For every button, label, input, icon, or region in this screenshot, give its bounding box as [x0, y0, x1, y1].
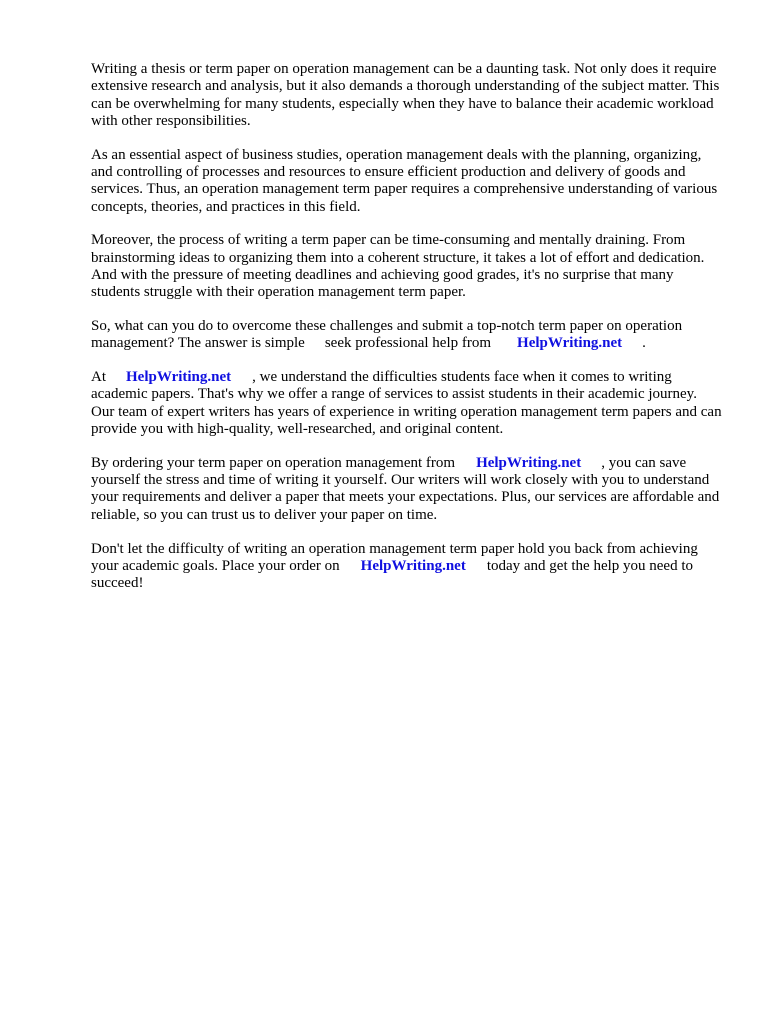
paragraph-solution	[91, 318, 723, 353]
paragraph-operation-management: As an essential aspect of business studies, operation management deals with the planning, organizing, and controlling of processes and resources to ensure efficient production and delivery of goods and services. Thus, an operation management term paper requires a comprehensive understanding of various concepts, theories, and practices in this field.	[91, 146, 721, 215]
paragraph-ordering	[91, 455, 723, 524]
paragraph-solution-text-before: So, what can you do to overcome these challenges and submit a top-notch term paper on operation management? The answer is simple	[91, 318, 686, 352]
paragraph-ordering-text-before: By ordering your term paper on operation management from	[91, 454, 456, 471]
paragraph-cta-text-before: Don't let the difficulty of writing an operation management term paper hold you back from achieving your academic goals. Place your order on	[91, 540, 702, 574]
paragraph-solution-text-after: .	[642, 335, 646, 352]
paragraph-intro: Writing a thesis or term paper on operation management can be a daunting task. Not only does it require extensive research and analysis, but it also demands a thorough understanding of the subject matter. This can be overwhelming for many students, especially when they have to balance their academic workload with other responsibilities.	[91, 61, 724, 129]
helpwriting-link-2[interactable]: HelpWriting.net	[126, 369, 232, 386]
paragraph-about-text-before: At	[91, 369, 106, 386]
paragraph-ordering-text-after: , you can save yourself the stress and time of writing it yourself. Our writers will work closely with you to understand your requirements and deliver a paper that meets your expectations. Plus, our services are affordable and reliable, so you can trust us to deliver your paper on time.	[91, 454, 723, 523]
paragraph-call-to-action	[91, 541, 723, 593]
helpwriting-link-4[interactable]: HelpWriting.net	[360, 557, 466, 574]
paragraph-cta-text-after: today and get the help you need to succeed!	[91, 557, 697, 592]
paragraph-writing-process: Moreover, the process of writing a term paper can be time-consuming and mentally draining. From brainstorming ideas to organizing them into a coherent structure, it takes a lot of effort and dedication. And with the pressure of meeting deadlines and achieving good grades, it's no surprise that many students struggle with their operation management term paper.	[91, 232, 708, 301]
paragraph-about-service	[91, 369, 726, 438]
helpwriting-link-1[interactable]: HelpWriting.net	[517, 335, 623, 352]
paragraph-about-text-after: , we understand the difficulties students face when it comes to writing academic papers. That's why we offer a range of services to assist students in their academic journey. Our team of expert writers has years of experience in writing operation management term papers and can provide you with high-quality, well-researched, and original content.	[91, 369, 726, 438]
document-body	[91, 61, 726, 609]
paragraph-solution-text-middle: seek professional help from	[324, 335, 492, 352]
helpwriting-link-3[interactable]: HelpWriting.net	[476, 454, 582, 471]
